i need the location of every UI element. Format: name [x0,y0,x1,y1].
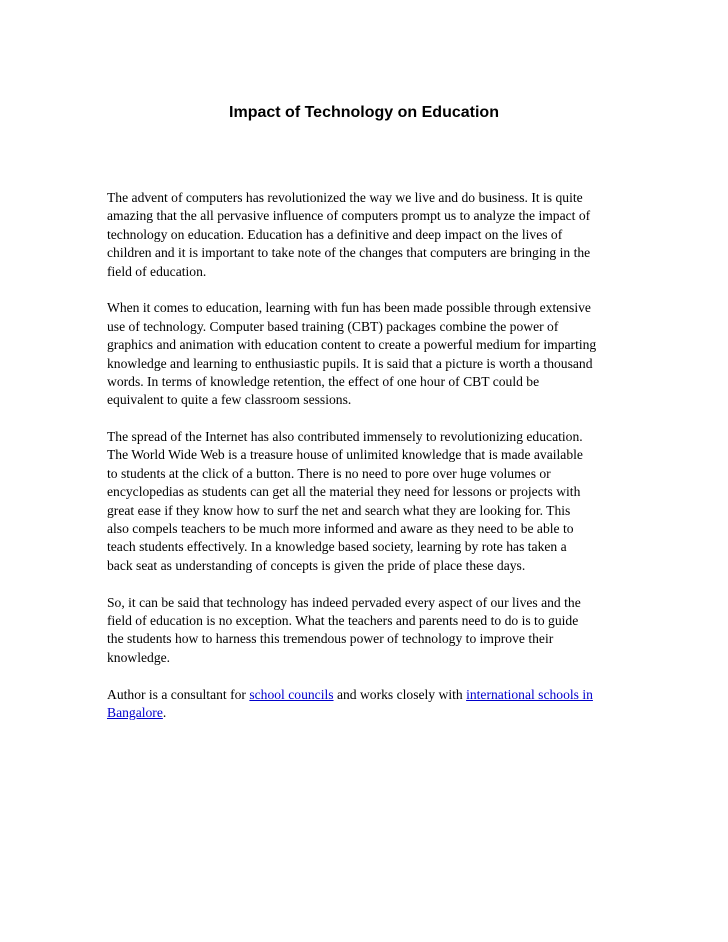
paragraph-1 [107,189,627,281]
text-line: The spread of the Internet has also contributed immensely to revolutionizing education. [107,429,583,445]
text-line: to students at the click of a button. There is no need to pore over huge volumes or [107,465,551,481]
paragraph-4 [107,594,627,668]
text-line: knowledge and learning to enthusiastic pupils. It is said that a picture is worth a thousand [107,355,593,371]
text-line: The advent of computers has revolutionized the way we live and do business. It is quite [107,190,583,205]
paragraph-2 [107,299,627,409]
document-title: Impact of Technology on Education [229,104,499,121]
author-middle: and works closely with [333,686,467,702]
document-body [107,189,627,741]
text-line: technology on education. Education has a definitive and deep impact on the lives of [107,226,563,242]
text-line: When it comes to education, learning with fun has been made possible through extensive [107,300,591,316]
international-schools-link[interactable]: international schools in [466,686,593,702]
author-line-2 [107,704,627,722]
school-councils-link[interactable]: school councils [249,686,334,702]
text-line: teach students effectively. In a knowledge based society, learning by rote has taken a [107,539,567,555]
text-line: field of education is no exception. What the teachers and parents need to do is to guide [107,612,579,628]
author-prefix: Author is a consultant for [107,686,250,702]
text-line: back seat as understanding of concepts is given the pride of place these days. [107,557,526,573]
text-line: knowledge. [107,649,171,665]
text-line: use of technology. Computer based training (CBT) packages combine the power of [107,318,559,334]
text-line: So, it can be said that technology has indeed pervaded every aspect of our lives and the [107,594,581,610]
paragraph-3 [107,428,627,575]
text-line: also compels teachers to be much more informed and aware as they need to be able to [107,521,574,537]
text-line: The World Wide Web is a treasure house of unlimited knowledge that is made available [107,447,583,463]
text-line: equivalent to quite a few classroom sessions. [107,392,352,408]
text-line: encyclopedias as students can get all the material they need for lessons or projects with [107,484,581,500]
author-suffix: . [162,704,167,720]
text-line: children and it is important to take note of the changes that computers are bringing in the [107,245,591,261]
text-line: graphics and animation with education content to create a powerful medium for imparting [107,337,597,353]
author-line-1 [107,686,627,704]
text-line: the students how to harness this tremendous power of technology to improve their [107,631,554,647]
author-paragraph [107,686,627,723]
text-line: great ease if they know how to surf the net and search what they are looking for. This [107,502,571,518]
text-line: words. In terms of knowledge retention, the effect of one hour of CBT could be [107,373,540,389]
bangalore-link[interactable]: Bangalore [107,704,163,720]
text-line: amazing that the all pervasive influence of computers prompt us to analyze the impact of [107,208,591,224]
text-line: field of education. [107,263,207,279]
